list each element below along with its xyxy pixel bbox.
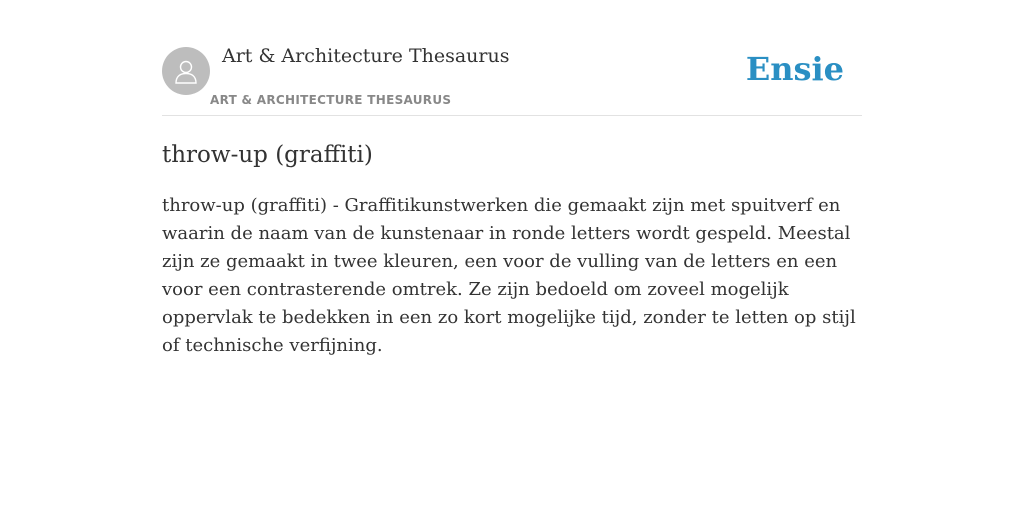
page-header	[162, 0, 862, 116]
avatar[interactable]	[162, 47, 210, 95]
brand-logo[interactable]: Ensie	[745, 50, 844, 88]
author-name[interactable]: Art & Architecture Thesaurus	[222, 45, 510, 67]
author-subtitle: ART & ARCHITECTURE THESAURUS	[210, 93, 452, 107]
entry-title: throw-up (graffiti)	[162, 142, 373, 168]
entry-definition: throw-up (graffiti) - Graffitikunstwerken die gemaakt zijn met spuitverf en waarin de naam van de kunstenaar in ronde letters wordt gespeld. Meestal zijn ze gemaakt in twee kleuren, een voor de vulling van de letters en een voor een contrasterende omtrek. Ze zijn bedoeld om zoveel mogelijk oppervlak te bedekken in een zo kort mogelijke tijd, zonder te letten op stijl of technische verfijning.	[162, 195, 856, 356]
user-icon	[172, 57, 200, 85]
page-container	[162, 0, 862, 360]
